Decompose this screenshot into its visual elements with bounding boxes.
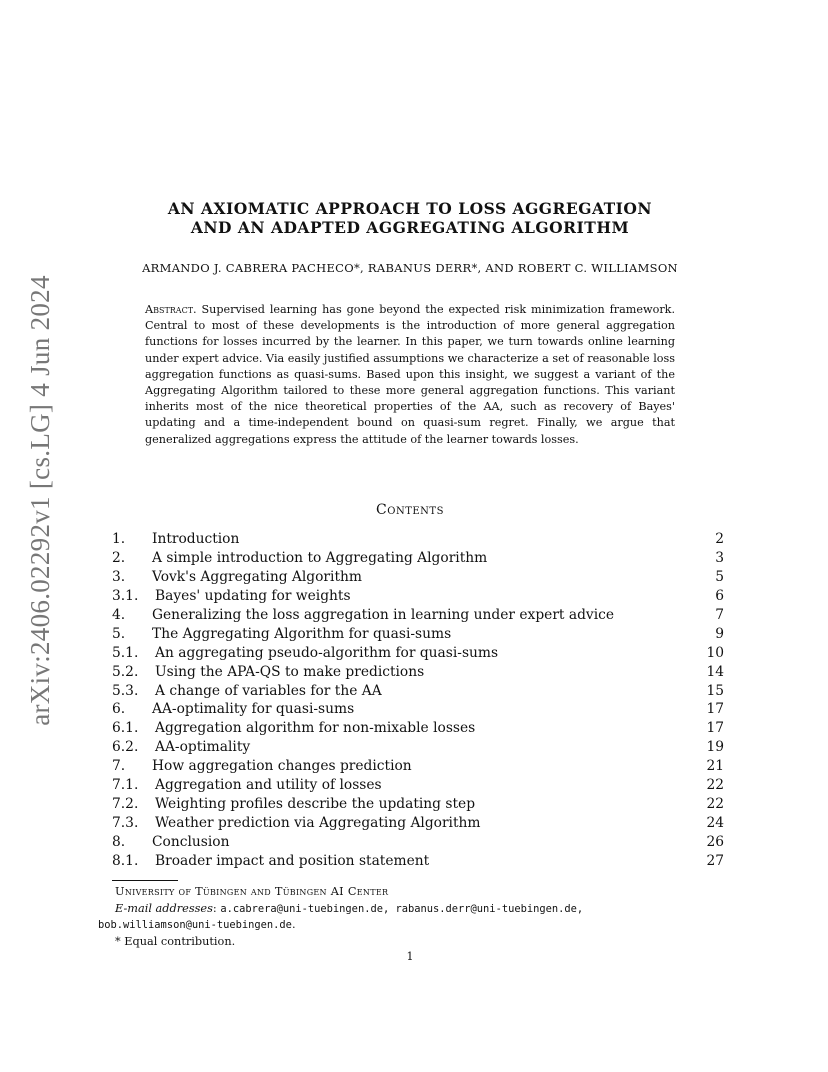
toc-entry-label: Broader impact and position statement bbox=[155, 852, 430, 869]
affiliation: University of Tübingen and Tübingen AI Center bbox=[115, 885, 389, 898]
table-of-contents bbox=[112, 530, 724, 870]
abstract-text: Supervised learning has gone beyond the expected risk minimization framework. Central to most of these developments is the introduction of more general aggregation functions for losses incurred by the learner. In this paper, we turn towards online learning under expert advice. Via easily justified assumptions we characterize a set of reasonable loss aggregation functions as quasi-sums. Based upon this insight, we suggest a variant of the Aggregating Algorithm tailored to these more general aggregation functions. This variant inherits most of the nice theoretical properties of the AA, such as recovery of Bayes' updating and a time-independent bound on quasi-sum regret. Finally, we argue that generalized aggregations express the attitude of the learner towards losses. bbox=[145, 303, 676, 446]
abstract bbox=[145, 302, 675, 448]
toc-entry-label: How aggregation changes prediction bbox=[152, 758, 412, 775]
toc-entry-page: 17 bbox=[706, 720, 724, 737]
toc-entry[interactable] bbox=[112, 681, 724, 700]
toc-entry[interactable] bbox=[112, 776, 724, 795]
toc-entry-page: 14 bbox=[706, 663, 724, 680]
toc-entry-page: 17 bbox=[706, 701, 724, 718]
toc-entry[interactable] bbox=[112, 757, 724, 776]
toc-entry-page: 24 bbox=[706, 814, 724, 831]
paper-title-line-1: AN AXIOMATIC APPROACH TO LOSS AGGREGATION bbox=[167, 199, 653, 218]
toc-entry-label: A change of variables for the AA bbox=[155, 682, 382, 699]
toc-entry-page: 3 bbox=[715, 550, 724, 567]
toc-entry-page: 22 bbox=[706, 795, 724, 812]
toc-entry-number: 6. bbox=[112, 701, 126, 718]
toc-entry-label: Conclusion bbox=[152, 833, 230, 850]
email-addresses-2: bob.williamson@uni-tuebingen.de bbox=[98, 919, 292, 931]
page-number: 1 bbox=[406, 950, 414, 963]
toc-entry-page: 21 bbox=[706, 758, 724, 775]
toc-entry-number: 7. bbox=[112, 758, 126, 775]
toc-entry-number: 5.2. bbox=[112, 663, 139, 680]
toc-entry-number: 3. bbox=[112, 569, 126, 586]
toc-entry-number: 7.1. bbox=[112, 777, 139, 794]
toc-entry[interactable] bbox=[112, 624, 724, 643]
toc-entry-label: Using the APA-QS to make predictions bbox=[155, 663, 425, 680]
contents-heading: Contents bbox=[376, 502, 444, 518]
toc-entry-page: 10 bbox=[706, 644, 724, 661]
toc-entry[interactable] bbox=[112, 549, 724, 568]
toc-entry-page: 6 bbox=[715, 588, 724, 605]
toc-entry-number: 5.1. bbox=[112, 644, 139, 661]
toc-entry-label: Introduction bbox=[152, 531, 240, 548]
toc-entry-page: 7 bbox=[715, 607, 724, 623]
toc-entry[interactable] bbox=[112, 794, 724, 813]
email-label: E-mail addresses bbox=[115, 901, 213, 915]
toc-entry-label: Aggregation and utility of losses bbox=[155, 777, 382, 794]
arxiv-identifier-text: arXiv:2406.02292v1 [cs.LG] 4 Jun 2024 bbox=[24, 274, 55, 726]
toc-entry-page: 5 bbox=[715, 569, 724, 586]
toc-entry[interactable] bbox=[112, 530, 724, 549]
toc-entry[interactable] bbox=[112, 813, 724, 832]
toc-entry-label: An aggregating pseudo-algorithm for quasi-sums bbox=[155, 644, 499, 661]
footnotes bbox=[98, 884, 718, 950]
paper-title bbox=[120, 199, 700, 237]
toc-entry[interactable] bbox=[112, 587, 724, 606]
arxiv-identifier bbox=[10, 270, 70, 730]
toc-entry-label: Weather prediction via Aggregating Algorithm bbox=[155, 814, 481, 831]
abstract-label: Abstract. bbox=[145, 303, 197, 316]
toc-entry-number: 3.1. bbox=[112, 588, 139, 605]
toc-entry-page: 2 bbox=[715, 531, 724, 548]
equal-contribution-note: * Equal contribution. bbox=[115, 934, 236, 948]
toc-entry[interactable] bbox=[112, 662, 724, 681]
toc-entry-number: 1. bbox=[112, 531, 126, 548]
toc-entry[interactable] bbox=[112, 851, 724, 870]
toc-entry[interactable] bbox=[112, 606, 724, 625]
toc-entry-number: 7.2. bbox=[112, 795, 139, 812]
toc-entry-number: 6.2. bbox=[112, 739, 139, 756]
toc-entry-label: The Aggregating Algorithm for quasi-sums bbox=[152, 625, 452, 642]
toc-entry-number: 2. bbox=[112, 550, 126, 567]
toc-entry-label: Vovk's Aggregating Algorithm bbox=[152, 569, 362, 586]
toc-entry-label: Aggregation algorithm for non-mixable losses bbox=[155, 720, 476, 737]
toc-entry-number: 6.1. bbox=[112, 720, 139, 737]
toc-entry-number: 7.3. bbox=[112, 814, 139, 831]
toc-entry-label: Bayes' updating for weights bbox=[155, 588, 351, 605]
toc-entry-label: AA-optimality bbox=[155, 739, 251, 756]
email-line-2: bob.williamson@uni-tuebingen.de. bbox=[98, 918, 296, 931]
footnote-rule bbox=[112, 880, 178, 881]
toc-entry-label: Weighting profiles describe the updating step bbox=[155, 795, 476, 812]
toc-entry-page: 9 bbox=[715, 625, 724, 642]
toc-entry-page: 26 bbox=[706, 833, 724, 850]
toc-entry-page: 22 bbox=[706, 777, 724, 794]
email-line: E-mail addresses: a.cabrera@uni-tuebingen.de, rabanus.derr@uni-tuebingen.de, bbox=[115, 901, 584, 915]
toc-entry[interactable] bbox=[112, 719, 724, 738]
toc-entry-page: 15 bbox=[706, 682, 724, 699]
toc-entry-number: 8.1. bbox=[112, 852, 139, 869]
toc-entry-label: Generalizing the loss aggregation in learning under expert advice bbox=[152, 607, 615, 623]
toc-entry[interactable] bbox=[112, 700, 724, 719]
toc-entry-number: 5.3. bbox=[112, 682, 139, 699]
toc-entry-label: A simple introduction to Aggregating Algorithm bbox=[152, 550, 488, 567]
toc-entry-page: 27 bbox=[706, 852, 724, 869]
toc-entry-number: 4. bbox=[112, 607, 126, 623]
toc-entry-number: 5. bbox=[112, 625, 126, 642]
paper-title-line-2: AND AN ADAPTED AGGREGATING ALGORITHM bbox=[190, 218, 630, 237]
toc-entry-page: 19 bbox=[706, 739, 724, 756]
toc-entry-number: 8. bbox=[112, 833, 126, 850]
email-addresses-1: a.cabrera@uni-tuebingen.de, rabanus.derr@uni-tuebingen.de, bbox=[220, 902, 584, 915]
toc-entry-label: AA-optimality for quasi-sums bbox=[152, 701, 355, 718]
toc-entry[interactable] bbox=[112, 738, 724, 757]
toc-entry[interactable] bbox=[112, 832, 724, 851]
author-list: ARMANDO J. CABRERA PACHECO*, RABANUS DERR*, AND ROBERT C. WILLIAMSON bbox=[142, 261, 678, 275]
toc-entry[interactable] bbox=[112, 643, 724, 662]
toc-entry[interactable] bbox=[112, 568, 724, 587]
